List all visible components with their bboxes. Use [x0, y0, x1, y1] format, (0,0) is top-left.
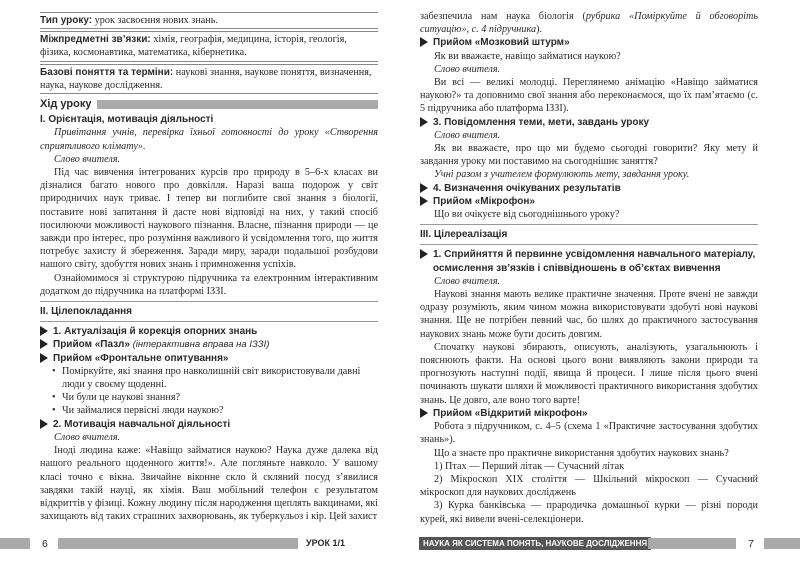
list-item: 1) Птах — Перший літак — Сучасний літак [434, 460, 625, 472]
list-item: 3) Курка банківська — прародичка домашньої курки — різні породи курей, які вивели вчені-селекціонери. [420, 500, 758, 525]
technique-heading: Прийом «Фронтальне опитування» [40, 352, 378, 365]
list-item: • Поміркуйте, які знання про навколишній світ використовували давні люди у своєму щоденні. [40, 365, 378, 391]
footer-bar-right [648, 538, 736, 549]
triangle-bullet-icon [40, 326, 48, 336]
paragraph: Ознайомимося зі структурою підручника та електронним інтерактивним додатком до підручника на платформі ІЗЗІ. [40, 272, 378, 297]
left-page-column: Тип уроку: урок засвоєння нових знань. Міжпредметні зв’язки: хімія, географія, медицина, історія, геологія, фізика, космонавтика, математика, кібернетика. Базові поняття та терміни: наукові знання, наукове поняття, визначення, наука, наукове дослідження. Хід уроку I. Орієнтація, мотивація діяльності Привітання учнів, перевірка їхньої готовності до уроку «Створення сприятливого клімату». Слово вчителя. Під час вивчення інтегрованих курсів про природу в 5–6-х класах ви дізналися багато нового про довкілля. Наразі ваша подорож у світ природничих наук триває. І тепер ви поглибите свої знання з біології, поставите нові запитання й дасте нові відповіді на них, у такий спосіб посилюючи можливості наукового пізнання. Власне, пізнання природи — це завжди про інтерес, про розуміння важливого й усвідомлення того, що життя потребує захисту й збереження. Заради миру, заради подальшої розбудови нашого світу, здобуття нових знань і примноження успіхів. Ознайомимося зі структурою підручника та електронним інтерактивним додатком до підручника на платформі ІЗЗІ. II. Цілепокладання 1. Актуалізація й корекція опорних знань Прийом «Пазл» (інтерактивна вправа на ІЗЗІ) Прийом «Фронтальне опитування» • Поміркуйте, які знання про навколишній світ використовували давні люди у своєму щоденні. • Чи були це наукові знання? • Чи займалися первісні люди наукою? 2. Мотивація навчальної діяльності Слово вчителя. Іноді людина каже: «Навіщо займатися наукою? Наука дуже далека від нашого реального щоденного життя!». Але погляньте навколо. У вашому класі точно є вікна. Звичайне віконне скло й скляний посуд з’явилися завдяки такій науці, як хімія. Ваш мобільний телефон є результатом відкриттів у фізиці. Кожну людину після народження щеплять вакцинами, які захищають від таких страшних захворювань, як туберкульоз і кір. Цей захист [40, 10, 378, 523]
list-item: • Чи займалися первісні люди наукою? [40, 404, 378, 417]
triangle-bullet-icon [420, 37, 428, 47]
paragraph: Ви всі — великі молодці. Переглянемо анімацію «Навіщо займатися наукою?» та доповнимо свої знання або переконаємося, що їх пам’ятаємо (с. 5 підручника або платформа ІЗЗІ). [420, 77, 758, 115]
subsection-heading: 2. Мотивація навчальної діяльності [40, 418, 378, 431]
triangle-bullet-icon [40, 419, 48, 429]
lesson-progress-heading: Хід уроку [40, 98, 378, 111]
subsection-heading: 1. Сприйняття й первинне усвідомлення навчального матеріалу, осмислення зв’язків і співвідношень в об’єктах вивчення [420, 248, 758, 274]
footer-bar-right-end [764, 538, 800, 549]
basic-terms: Базові поняття та терміни: наукові знання, наукове поняття, визначення, наука, наукове дослідження. [40, 64, 378, 94]
interdisciplinary-links: Міжпредметні зв’язки: хімія, географія, медицина, історія, геологія, фізика, космонавтика, математика, кібернетика. [40, 31, 378, 61]
paragraph: Робота з підручником, с. 4–5 (схема 1 «Практичне застосування здобутих знань»). [420, 421, 758, 446]
section-1-title: I. Орієнтація, мотивація діяльності [40, 114, 214, 126]
list-item: 2) Мікроскоп XIX століття — Шкільний мікроскоп — Сучасний мікроскоп для наукових досліджень [420, 473, 758, 499]
paragraph: Наукові знання мають велике практичне значення. Проте вчені не завжди одразу розуміють, яким чином можна використовувати здобуті нові наукові знання. Ще не потрібен певний час, бо шлях до практичного застосування наукових знань може бути досить довгим. [420, 289, 758, 340]
paragraph: Як ви вважаєте, про що ми будемо сьогодні говорити? Яку мету й завдання уроку ми поставимо на сьогоднішнє заняття? [420, 143, 758, 168]
lesson-type: Тип уроку: урок засвоєння нових знань. [40, 15, 218, 26]
paragraph: Іноді людина каже: «Навіщо займатися наукою? Наука дуже далека від нашого реального щоденного життя!». Але погляньте навколо. У вашому класі точно є вікна. Звичайне віконне скло й скляний посуд з’явилися завдяки такій науці, як хімія. Ваш мобільний телефон є результатом відкриттів у фізиці. Кожну людину після народження щеплять вакцинами, які захищають від таких страшних захворювань, як туберкульоз і кір. Цей захист [40, 445, 378, 523]
right-page-number: 7 [748, 538, 754, 550]
footer-bar-left [0, 538, 30, 549]
subsection-heading: 4. Визначення очікуваних результатів [420, 182, 758, 195]
technique-heading: Прийом «Пазл» (інтерактивна вправа на ІЗЗІ) [40, 338, 378, 351]
technique-heading: Прийом «Відкритий мікрофон» [420, 407, 758, 420]
footer-bar-left-wide [58, 538, 298, 549]
left-page-number: 6 [42, 538, 48, 550]
triangle-bullet-icon [40, 353, 48, 363]
section-2-title: II. Цілепокладання [40, 306, 132, 318]
triangle-bullet-icon [420, 249, 428, 259]
triangle-bullet-icon [420, 196, 428, 206]
triangle-bullet-icon [420, 183, 428, 193]
paragraph: Під час вивчення інтегрованих курсів про природу в 5–6-х класах ви дізналися багато нового про довкілля. Наразі ваша подорож у світ природничих наук триває. І тепер ви поглибите свої знання з біології, поставите нові запитання й дасте нові відповіді на них, у такий спосіб посилюючи можливості наукового пізнання. Власне, пізнання природи — це завжди про інтерес, про розуміння важливого й усвідомлення того, що життя потребує захисту й збереження. Заради миру, заради подальшої розбудови нашого світу, здобуття нових знань і примноження успіхів. [40, 167, 378, 271]
technique-heading: Прийом «Мікрофон» [420, 195, 758, 208]
list-item: • Чи були це наукові знання? [40, 391, 378, 404]
subsection-heading: 3. Повідомлення теми, мети, завдань уроку [420, 116, 758, 129]
footer-running-title: НАУКА ЯК СИСТЕМА ПОНЯТЬ, НАУКОВЕ ДОСЛІДЖЕННЯ [419, 537, 651, 550]
subsection-heading: 1. Актуалізація й корекція опорних знань [40, 325, 378, 338]
technique-heading: Прийом «Мозковий штурм» [420, 36, 758, 49]
triangle-bullet-icon [40, 339, 48, 349]
right-page-column: забезпечила нам наука біологія (рубрика «Поміркуйте й обговоріть ситуацію», с. 4 підручника). Прийом «Мозковий штурм» Як ви вважаєте, навіщо займатися наукою? Слово вчителя. Ви всі — великі молодці. Переглянемо анімацію «Навіщо займатися наукою?» та доповнимо свої знання або переконаємося, що їх пам’ятаємо (с. 5 підручника або платформа ІЗЗІ). 3. Повідомлення теми, мети, завдань уроку Слово вчителя. Як ви вважаєте, про що ми будемо сьогодні говорити? Яку мету й завдання уроку ми поставимо на сьогоднішнє заняття? Учні разом з учителем формулюють мету, завдання уроку. 4. Визначення очікуваних результатів Прийом «Мікрофон» Що ви очікуєте від сьогоднішнього уроку? III. Цілереалізація 1. Сприйняття й первинне усвідомлення навчального матеріалу, осмислення зв’язків і співвідношень в об’єктах вивчення Слово вчителя. Наукові знання мають велике практичне значення. Проте вчені не завжди одразу розуміють, яким чином можна використовувати здобуті нові наукові знання. Ще не потрібен певний час, бо шлях до практичного застосування наукових знань може бути досить довгим. Спочатку наукові збирають, описують, аналізують, узагальнюють і пояснюють факти. На основі цього вони виявляють закони природи та прогнозують наступні події, явища й процеси. І лише після цього вчені починають шукати шляхи й можливості практичного використання здобутих знань. Це довго, але воно того варте! Прийом «Відкритий мікрофон» Робота з підручником, с. 4–5 (схема 1 «Практичне застосування здобутих знань»). Що а знаєте про практичне використання здобутих наукових знань? 1) Птах — Перший літак — Сучасний літак 2) Мікроскоп XIX століття — Шкільний мікроскоп — Сучасний мікроскоп для наукових досліджень 3) Курка банківська — прародичка домашньої курки — різні породи курей, які вивели вчені-селекціонери. [420, 11, 758, 525]
paragraph: Спочатку наукові збирають, описують, аналізують, узагальнюють і пояснюють факти. На основі цього вони виявляють закони природи та прогнозують наступні події, явища й процеси. І лише після цього вчені починають шукати шляхи й можливості практичного використання здобутих знань. Це довго, але воно того варте! [420, 341, 758, 406]
lesson-meta-block [40, 12, 378, 29]
triangle-bullet-icon [420, 408, 428, 418]
footer-lesson-label: УРОК 1/1 [306, 538, 345, 548]
section-3-title: III. Цілереалізація [420, 229, 508, 241]
paragraph: забезпечила нам наука біологія (рубрика «Поміркуйте й обговоріть ситуацію», с. 4 підручника). [420, 11, 758, 36]
triangle-bullet-icon [420, 117, 428, 127]
